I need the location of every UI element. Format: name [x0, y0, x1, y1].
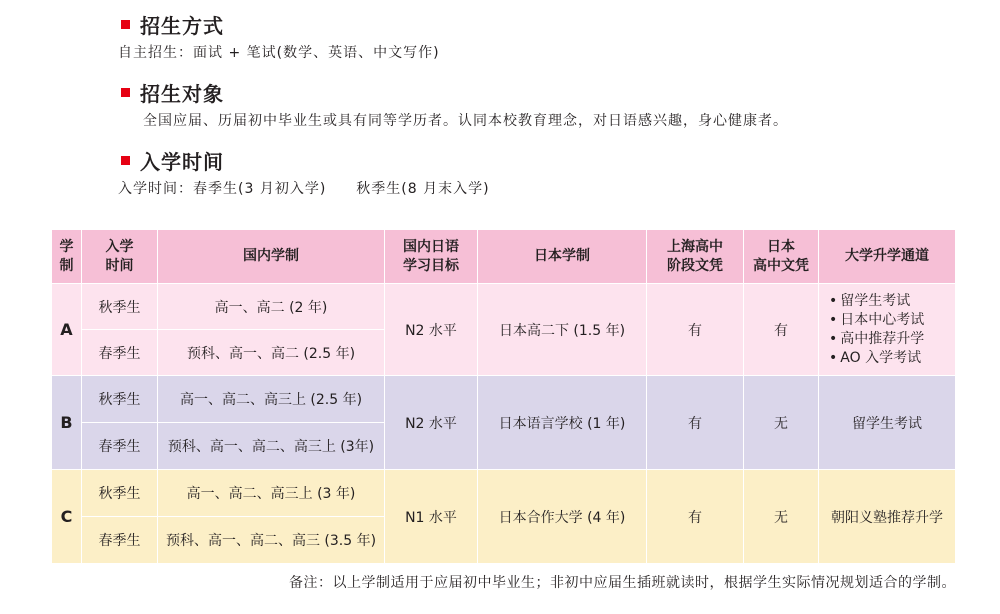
table-row [52, 376, 956, 423]
red-square-bullet-icon [121, 88, 130, 97]
section-enrollment-time [118, 147, 490, 198]
section-body: 自主招生：面试 + 笔试(数学、英语、中文写作) [118, 45, 440, 61]
table-row [52, 284, 956, 330]
header-label: 入学 时间 [105, 238, 134, 274]
table-row [52, 470, 956, 517]
header-label: 日本学制 [534, 248, 590, 264]
section-title: 招生对象 [140, 81, 224, 106]
header-cell [82, 230, 158, 284]
term-cell: 秋季生 [82, 470, 158, 517]
list-item: • 高中推荐升学 [829, 330, 955, 349]
table-header-row [52, 230, 956, 284]
jp-diploma-cell: 无 [744, 470, 819, 564]
term-cell: 春季生 [82, 330, 158, 376]
red-square-bullet-icon [121, 156, 130, 165]
channel-list [819, 292, 955, 368]
channel-cell: 留学生考试 [819, 376, 956, 470]
domestic-system-cell: 高一、高二 (2 年) [158, 284, 385, 330]
list-item: • 留学生考试 [829, 292, 955, 311]
header-cell [158, 230, 385, 284]
jp-goal-cell: N1 水平 [385, 470, 478, 564]
list-item: • 日本中心考试 [829, 311, 955, 330]
header-cell [744, 230, 819, 284]
channel-cell: 朝阳义塾推荐升学 [819, 470, 956, 564]
header-label: 国内学制 [243, 248, 299, 264]
group-code: A [52, 284, 82, 376]
section-admission-method [118, 11, 440, 62]
section-title: 入学时间 [140, 149, 224, 174]
header-cell [647, 230, 744, 284]
program-table [51, 229, 956, 564]
red-square-bullet-icon [121, 20, 130, 29]
header-cell [52, 230, 82, 284]
jp-system-cell: 日本高二下 (1.5 年) [478, 284, 647, 376]
sh-diploma-cell: 有 [647, 284, 744, 376]
header-label: 学 制 [59, 238, 74, 274]
sh-diploma-cell: 有 [647, 376, 744, 470]
list-item: • AO 入学考试 [829, 349, 955, 368]
term-cell: 秋季生 [82, 376, 158, 423]
jp-diploma-cell: 有 [744, 284, 819, 376]
header-label: 大学升学通道 [845, 248, 929, 264]
term-cell: 春季生 [82, 423, 158, 470]
header-cell [819, 230, 956, 284]
section-title: 招生方式 [140, 13, 224, 38]
group-code: C [52, 470, 82, 564]
header-label: 日本 高中文凭 [753, 238, 809, 274]
jp-diploma-cell: 无 [744, 376, 819, 470]
header-label: 上海高中 阶段文凭 [667, 238, 723, 274]
jp-system-cell: 日本合作大学 (4 年) [478, 470, 647, 564]
footnote: 备注：以上学制适用于应届初中毕业生；非初中应届生插班就读时，根据学生实际情况规划适合的学制。 [289, 575, 956, 591]
section-body: 全国应届、历届初中毕业生或具有同等学历者。认同本校教育理念，对日语感兴趣，身心健康者。 [143, 113, 788, 129]
domestic-system-cell: 预科、高一、高二 (2.5 年) [158, 330, 385, 376]
jp-goal-cell: N2 水平 [385, 284, 478, 376]
jp-goal-cell: N2 水平 [385, 376, 478, 470]
section-body: 入学时间：春季生(3 月初入学) 秋季生(8 月末入学) [118, 181, 490, 197]
domestic-system-cell: 预科、高一、高二、高三上 (3年) [158, 423, 385, 470]
section-admission-target [118, 79, 788, 130]
group-code: B [52, 376, 82, 470]
header-label: 国内日语 学习目标 [403, 238, 459, 274]
header-cell [385, 230, 478, 284]
domestic-system-cell: 高一、高二、高三上 (3 年) [158, 470, 385, 517]
jp-system-cell: 日本语言学校 (1 年) [478, 376, 647, 470]
header-cell [478, 230, 647, 284]
domestic-system-cell: 预科、高一、高二、高三 (3.5 年) [158, 517, 385, 564]
domestic-system-cell: 高一、高二、高三上 (2.5 年) [158, 376, 385, 423]
term-cell: 春季生 [82, 517, 158, 564]
channel-cell [819, 284, 956, 376]
sh-diploma-cell: 有 [647, 470, 744, 564]
term-cell: 秋季生 [82, 284, 158, 330]
